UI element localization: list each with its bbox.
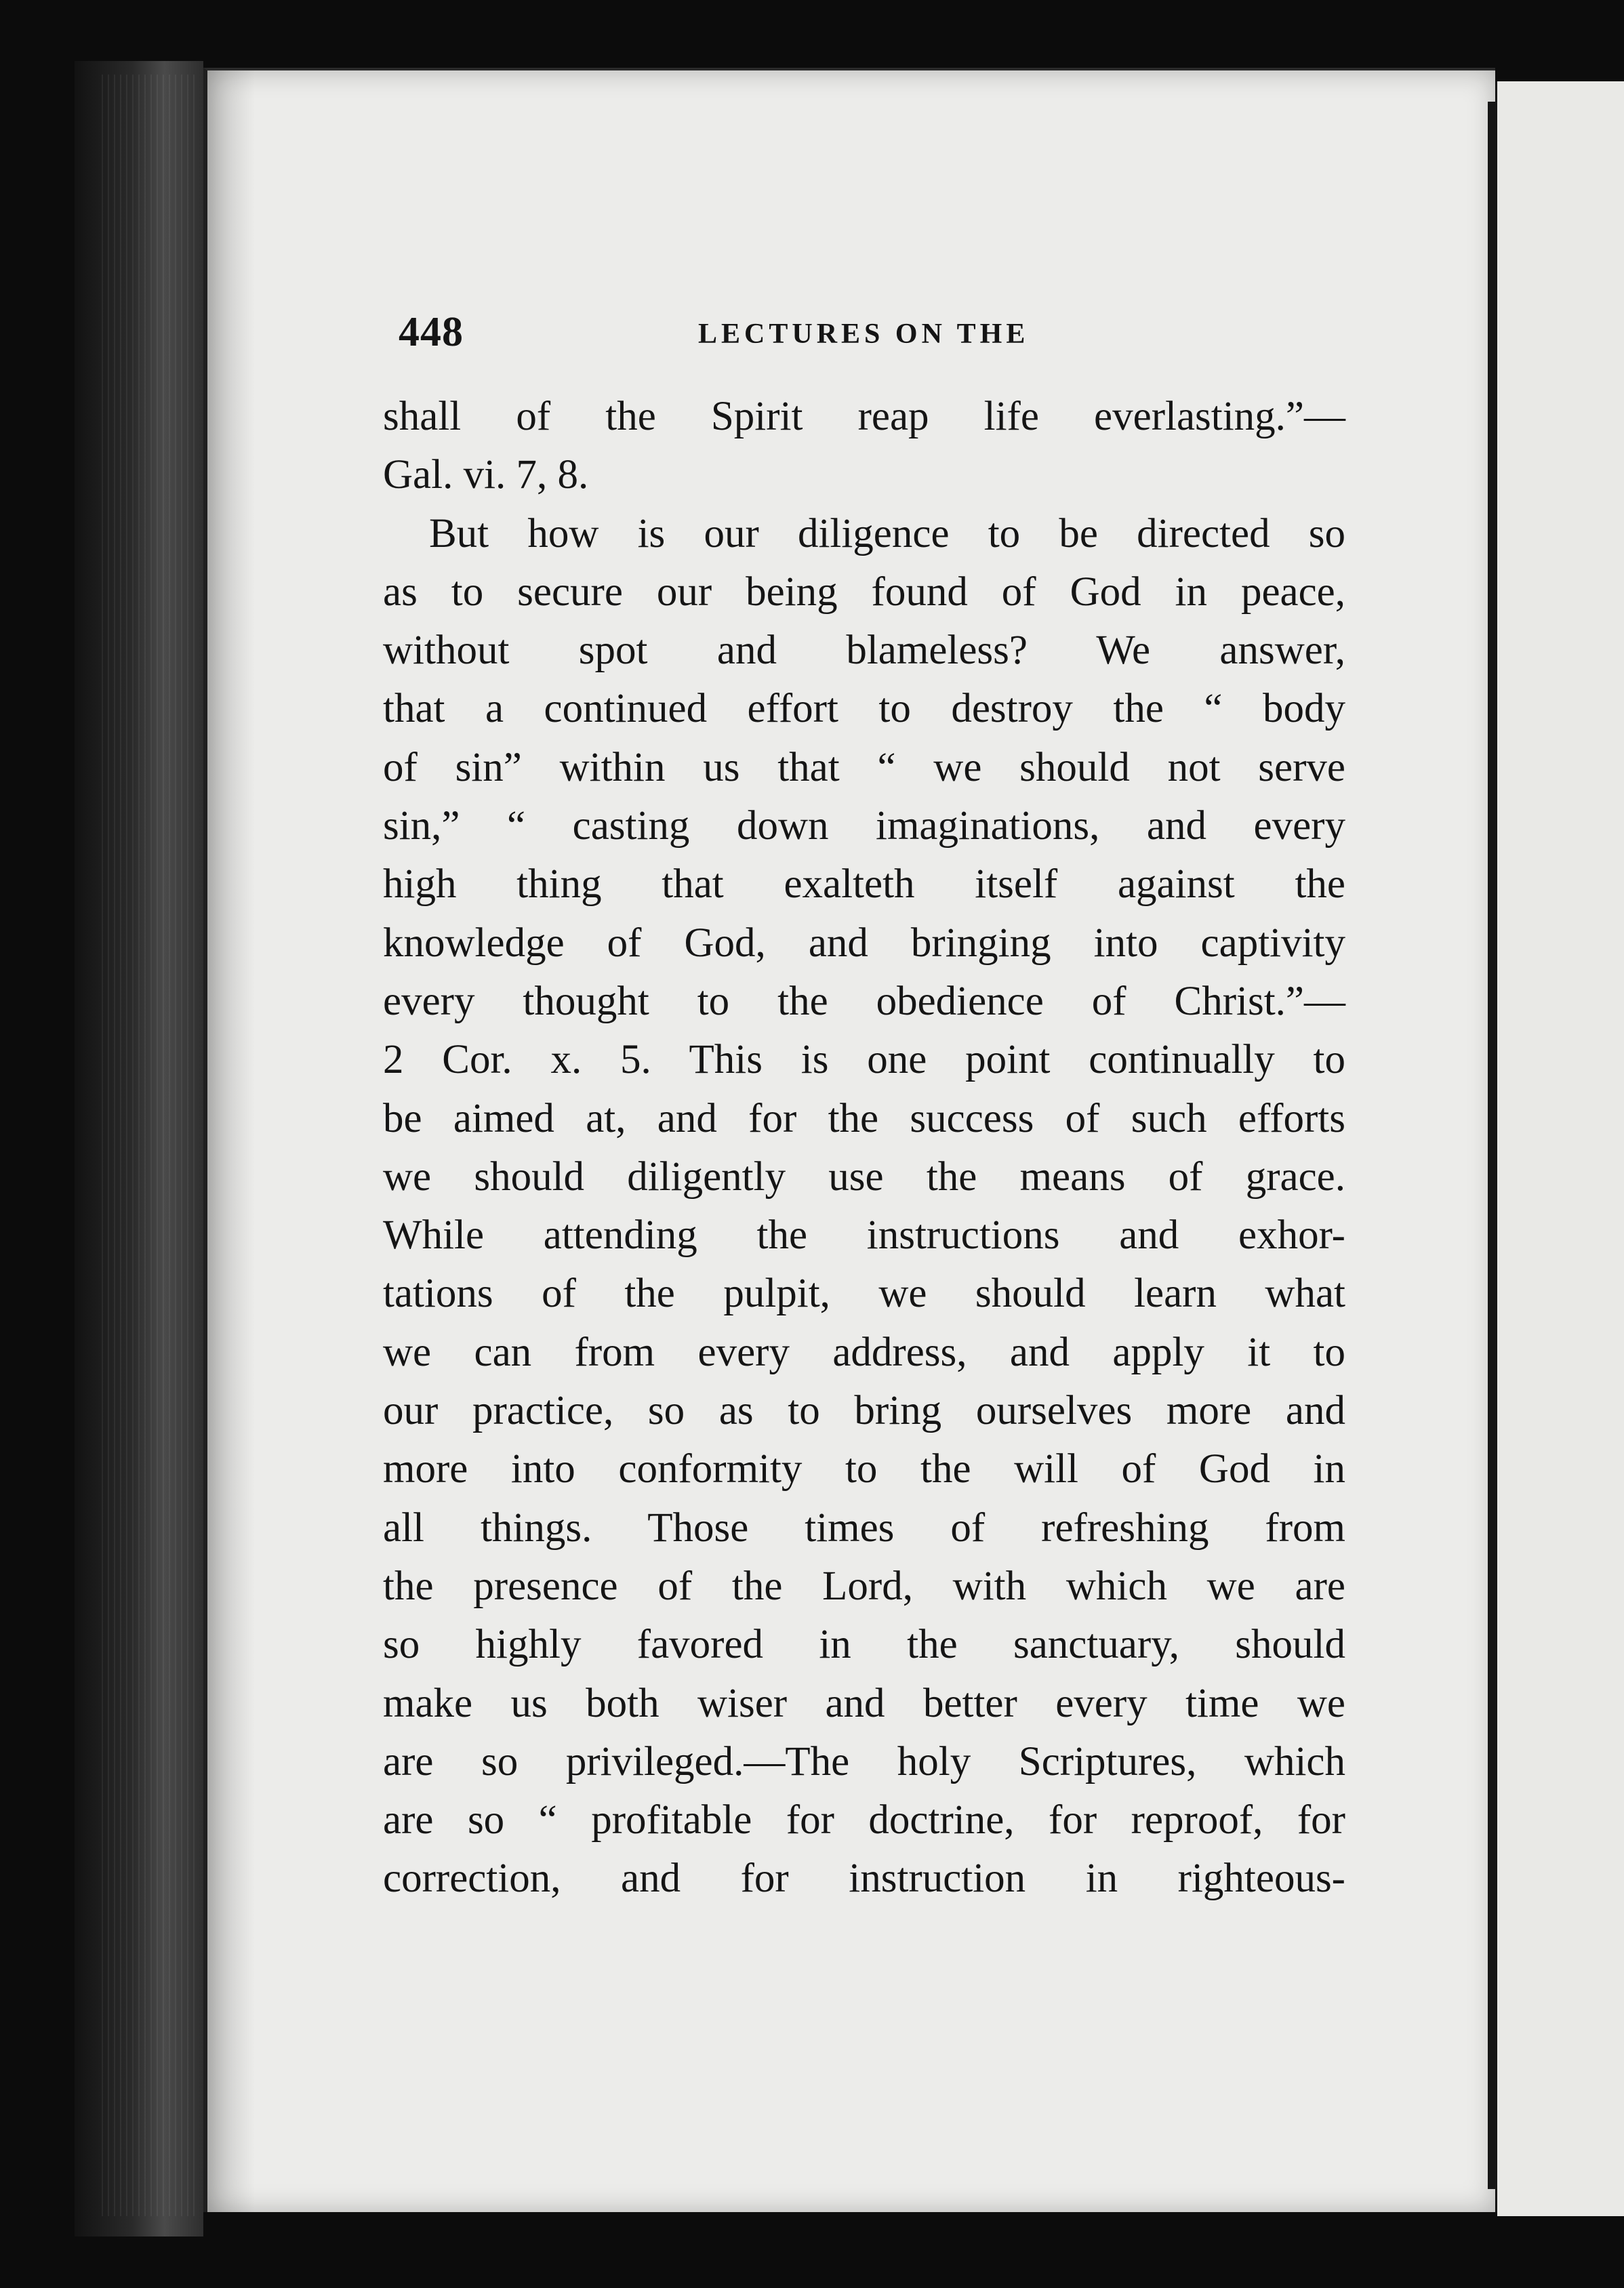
text-line: so highly favored in the sanctuary, should xyxy=(383,1622,1345,1668)
text-line: all things. Those times of refreshing from xyxy=(383,1505,1345,1551)
body-text xyxy=(383,388,1345,1908)
text-line: be aimed at, and for the success of such efforts xyxy=(383,1095,1345,1141)
facing-page-edge xyxy=(1497,81,1624,2216)
page-number: 448 xyxy=(399,309,464,355)
text-line: tations of the pulpit, we should learn what xyxy=(383,1271,1345,1317)
text-line: sin,” “ casting down imaginations, and every xyxy=(383,803,1345,849)
text-line: 2 Cor. x. 5. This is one point continually to xyxy=(383,1037,1345,1083)
text-line: are so privileged.—The holy Scriptures, which xyxy=(383,1738,1345,1784)
paragraph-start-line: But how is our diligence to be directed so xyxy=(429,510,1345,556)
text-line: While attending the instructions and exhor- xyxy=(383,1212,1345,1259)
text-line: make us both wiser and better every time we xyxy=(383,1680,1345,1726)
text-line: every thought to the obedience of Christ.”— xyxy=(383,978,1345,1024)
page-header xyxy=(399,308,1320,363)
text-line: the presence of the Lord, with which we are xyxy=(383,1563,1345,1609)
text-line: without spot and blameless? We answer, xyxy=(383,628,1345,674)
facing-page-text-fragments xyxy=(1608,1599,1615,1884)
text-line: we can from every address, and apply it to xyxy=(383,1329,1345,1375)
page-fold-line xyxy=(1488,102,1497,2189)
text-line: shall of the Spirit reap life everlasting.”— xyxy=(383,394,1345,439)
text-line: high thing that exalteth itself against the xyxy=(383,861,1345,907)
text-line: as to secure our being found of God in peace, xyxy=(383,569,1345,615)
text-line: of sin” within us that “ we should not serve xyxy=(383,744,1345,790)
page-stack-edges xyxy=(102,75,197,2216)
text-line: we should diligently use the means of grace. xyxy=(383,1153,1345,1200)
text-line: Gal. vi. 7, 8. xyxy=(383,452,589,498)
text-line: knowledge of God, and bringing into captivity xyxy=(383,920,1345,966)
text-line: our practice, so as to bring ourselves more and xyxy=(383,1388,1345,1434)
text-line: correction, and for instruction in righteous- xyxy=(383,1856,1345,1902)
text-line: that a continued effort to destroy the “ body xyxy=(383,686,1345,732)
text-line: more into conformity to the will of God in xyxy=(383,1446,1345,1492)
page-gutter-shadow xyxy=(207,70,255,2212)
text-line: are so “ profitable for doctrine, for reproof, for xyxy=(383,1797,1345,1843)
running-head: LECTURES ON THE xyxy=(698,319,1030,350)
